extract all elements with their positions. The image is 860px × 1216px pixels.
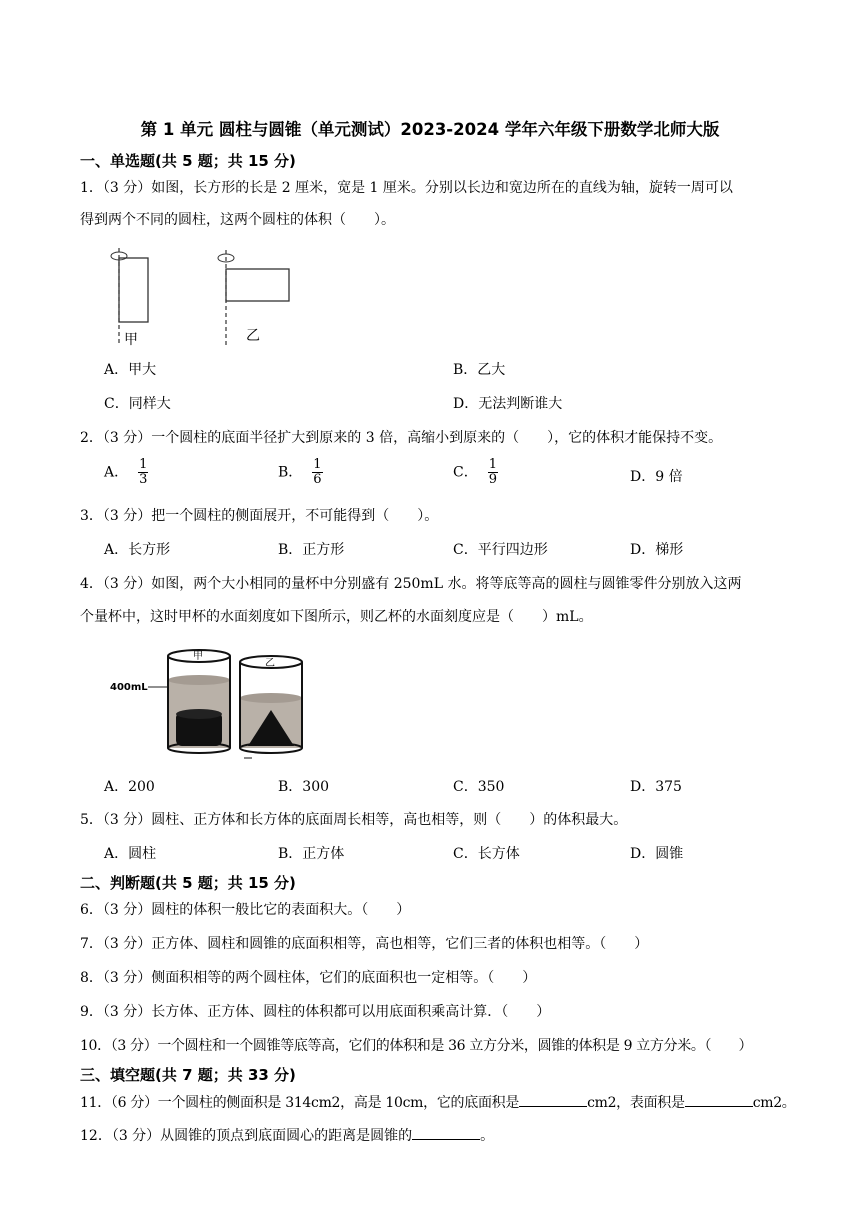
question-1-line1: 1．（3 分）如图，长方形的长是 2 厘米，宽是 1 厘米。分别以长边和宽边所在的直线为轴，旋转一周可以	[80, 180, 733, 196]
question-12	[80, 1126, 494, 1146]
q2-c-denominator: 9	[488, 472, 497, 487]
q1-option-b[interactable]: B．乙大	[453, 362, 506, 378]
q2-option-d[interactable]: D．9 倍	[630, 469, 683, 485]
q11-text-b: cm2，表面积是	[587, 1095, 685, 1111]
q3-option-a[interactable]: A．长方形	[104, 542, 171, 558]
q11-blank-base-area[interactable]	[519, 1094, 587, 1107]
q3-option-b[interactable]: B．正方形	[278, 542, 345, 558]
section-single-choice: 一、单选题(共 5 题；共 15 分)	[80, 152, 296, 170]
rotation-rectangles-figure	[100, 246, 310, 350]
q4-option-b[interactable]: B．300	[278, 779, 330, 795]
question-10: 10．（3 分）一个圆柱和一个圆锥等底等高，它们的体积和是 36 立方分米，圆锥的体积是 9 立方分米。（ ）	[80, 1038, 753, 1054]
question-3: 3．（3 分）把一个圆柱的侧面展开，不可能得到（ ）。	[80, 508, 439, 524]
section-fill-blank: 三、填空题(共 7 题；共 33 分)	[80, 1066, 296, 1084]
figure-label-b: 乙	[246, 328, 260, 344]
cup-label-a: 甲	[193, 651, 203, 662]
question-9: 9．（3 分）长方体、正方体、圆柱的体积都可以用底面积乘高计算．（ ）	[80, 1004, 551, 1020]
question-2: 2．（3 分）一个圆柱的底面半径扩大到原来的 3 倍，高缩小到原来的（ ），它的体积才能保持不变。	[80, 430, 723, 446]
q4-option-c[interactable]: C．350	[453, 779, 505, 795]
question-4-line2: 个量杯中，这时甲杯的水面刻度如下图所示，则乙杯的水面刻度应是（ ）mL。	[80, 609, 593, 625]
q2-option-b-letter: B．	[278, 464, 303, 481]
section-true-false: 二、判断题(共 5 题；共 15 分)	[80, 874, 296, 892]
question-8: 8．（3 分）侧面积相等的两个圆柱体，它们的底面积也一定相等。（ ）	[80, 970, 537, 986]
question-11	[80, 1093, 796, 1113]
q12-text-a: 12．（3 分）从圆锥的顶点到底面圆心的距离是圆锥的	[80, 1128, 413, 1144]
q2-option-b-fraction	[312, 458, 322, 487]
q3-option-d[interactable]: D．梯形	[630, 542, 684, 558]
q4-option-d[interactable]: D．375	[630, 779, 682, 795]
q12-blank-height[interactable]	[412, 1127, 480, 1140]
q11-text-a: 11．（6 分）一个圆柱的侧面积是 314cm2，高是 10cm，它的底面积是	[80, 1095, 520, 1111]
cup-label-b: 乙	[265, 658, 275, 669]
question-6: 6．（3 分）圆柱的体积一般比它的表面积大。（ ）	[80, 902, 411, 918]
question-1-line2: 得到两个不同的圆柱，这两个圆柱的体积（ ）。	[80, 212, 395, 228]
q2-option-c-fraction	[488, 458, 498, 487]
q2-option-b[interactable]	[278, 458, 323, 487]
q2-b-numerator: 1	[313, 457, 322, 472]
q2-a-numerator: 1	[139, 457, 148, 472]
q2-option-c[interactable]	[453, 458, 498, 487]
q12-text-b: 。	[480, 1128, 495, 1144]
q2-option-a-fraction	[138, 458, 148, 487]
q2-c-numerator: 1	[488, 457, 497, 472]
q11-blank-surface-area[interactable]	[685, 1094, 753, 1107]
q5-option-a[interactable]: A．圆柱	[104, 846, 157, 862]
q11-text-c: cm2。	[752, 1095, 796, 1111]
q2-option-a[interactable]	[104, 458, 148, 487]
figure-label-a: 甲	[124, 332, 138, 348]
q1-option-d[interactable]: D．无法判断谁大	[453, 396, 563, 412]
question-4-line1: 4．（3 分）如图，两个大小相同的量杯中分别盛有 250mL 水。将等底等高的圆柱与圆锥零件分别放入这两	[80, 576, 742, 592]
q4-option-a[interactable]: A．200	[104, 779, 155, 795]
q2-b-denominator: 6	[313, 472, 322, 487]
q1-option-c[interactable]: C．同样大	[104, 396, 171, 412]
q5-option-d[interactable]: D．圆锥	[630, 846, 684, 862]
q1-option-a[interactable]: A．甲大	[104, 362, 157, 378]
page-title: 第 1 单元 圆柱与圆锥（单元测试）2023-2024 学年六年级下册数学北师大版	[140, 120, 720, 139]
q5-option-b[interactable]: B．正方体	[278, 846, 345, 862]
q2-a-denominator: 3	[139, 472, 148, 487]
q5-option-c[interactable]: C．长方体	[453, 846, 520, 862]
q2-option-c-letter: C．	[453, 464, 478, 481]
q2-option-a-letter: A．	[104, 464, 129, 481]
q3-option-c[interactable]: C．平行四边形	[453, 542, 548, 558]
measuring-cups-figure	[110, 642, 324, 762]
question-7: 7．（3 分）正方体、圆柱和圆锥的底面积相等，高也相等，它们三者的体积也相等。（ ）	[80, 936, 649, 952]
question-5: 5．（3 分）圆柱、正方体和长方体的底面周长相等，高也相等，则（ ）的体积最大。	[80, 812, 628, 828]
cup-mark-label: 400mL	[110, 682, 148, 693]
